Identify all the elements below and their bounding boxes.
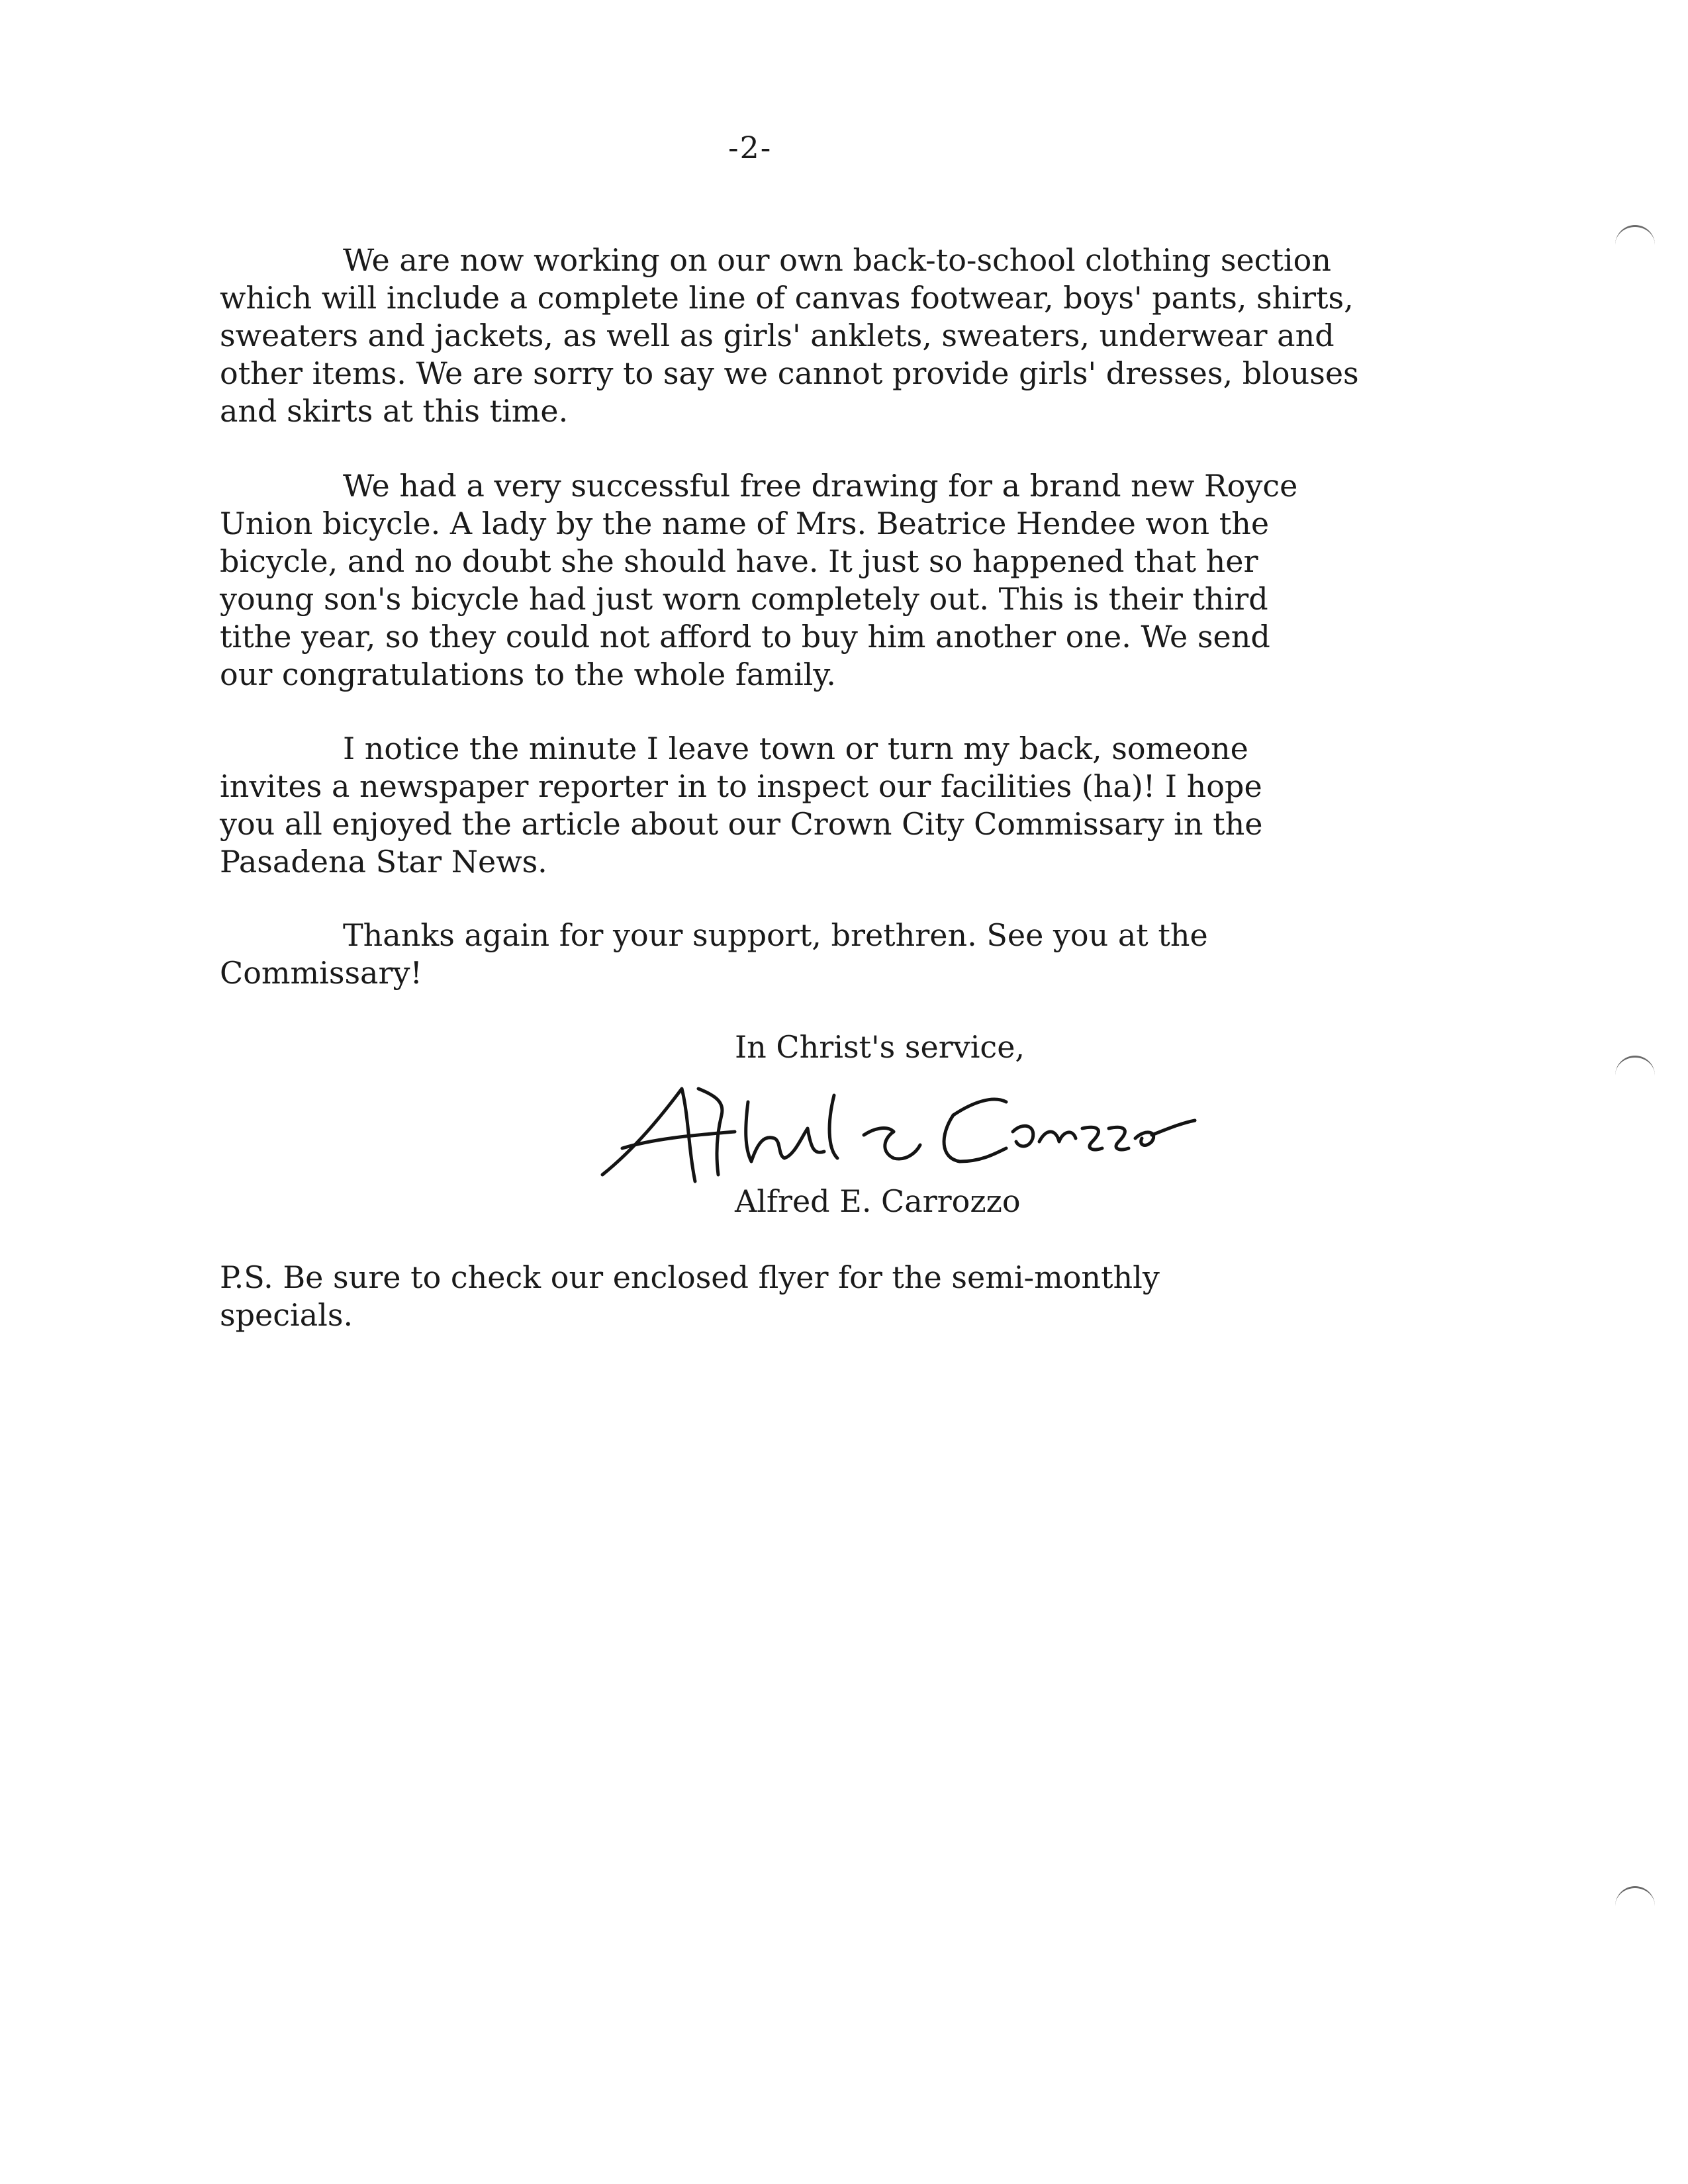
handwritten-signature	[583, 1075, 1198, 1201]
paragraph-line: other items. We are sorry to say we cannot provide girls' dresses, blouses	[220, 355, 1359, 391]
paragraph-bicycle	[220, 467, 1530, 694]
paragraph-line: Thanks again for your support, brethren. See you at the	[343, 917, 1208, 953]
punch-hole-mark	[1615, 1886, 1655, 1912]
punch-hole-mark	[1615, 1056, 1655, 1081]
paragraph-line: We are now working on our own back-to-school clothing section	[343, 242, 1331, 278]
page-number: -2-	[728, 130, 773, 165]
paragraph-line: We had a very successful free drawing for a brand new Royce	[343, 468, 1298, 504]
paragraph-line: invites a newspaper reporter in to inspect our facilities (ha)! I hope	[220, 768, 1262, 804]
paragraph-line: our congratulations to the whole family.	[220, 657, 836, 692]
postscript	[220, 1259, 1530, 1334]
postscript-line: P.S. Be sure to check our enclosed flyer for the semi-monthly	[220, 1259, 1160, 1295]
paragraph-newspaper	[220, 730, 1530, 881]
paragraph-line: I notice the minute I leave town or turn my back, someone	[343, 731, 1248, 766]
paragraph-line: Pasadena Star News.	[220, 844, 547, 880]
closing-salutation: In Christ's service,	[735, 1029, 1025, 1065]
paragraph-thanks	[220, 917, 1530, 992]
postscript-line: specials.	[220, 1297, 353, 1333]
paragraph-clothing	[220, 242, 1530, 430]
paragraph-line: young son's bicycle had just worn completely out. This is their third	[220, 581, 1268, 617]
paragraph-line: which will include a complete line of canvas footwear, boys' pants, shirts,	[220, 280, 1354, 316]
punch-hole-mark	[1615, 225, 1655, 251]
paragraph-line: Union bicycle. A lady by the name of Mrs. Beatrice Hendee won the	[220, 506, 1270, 541]
paragraph-line: Commissary!	[220, 955, 422, 991]
paragraph-line: sweaters and jackets, as well as girls' anklets, sweaters, underwear and	[220, 318, 1335, 353]
paragraph-line: and skirts at this time.	[220, 393, 569, 429]
signature-name: Alfred E. Carrozzo	[735, 1183, 1021, 1219]
paragraph-line: you all enjoyed the article about our Crown City Commissary in the	[220, 806, 1263, 842]
paragraph-line: bicycle, and no doubt she should have. It just so happened that her	[220, 543, 1258, 579]
paragraph-line: tithe year, so they could not afford to buy him another one. We send	[220, 619, 1270, 655]
